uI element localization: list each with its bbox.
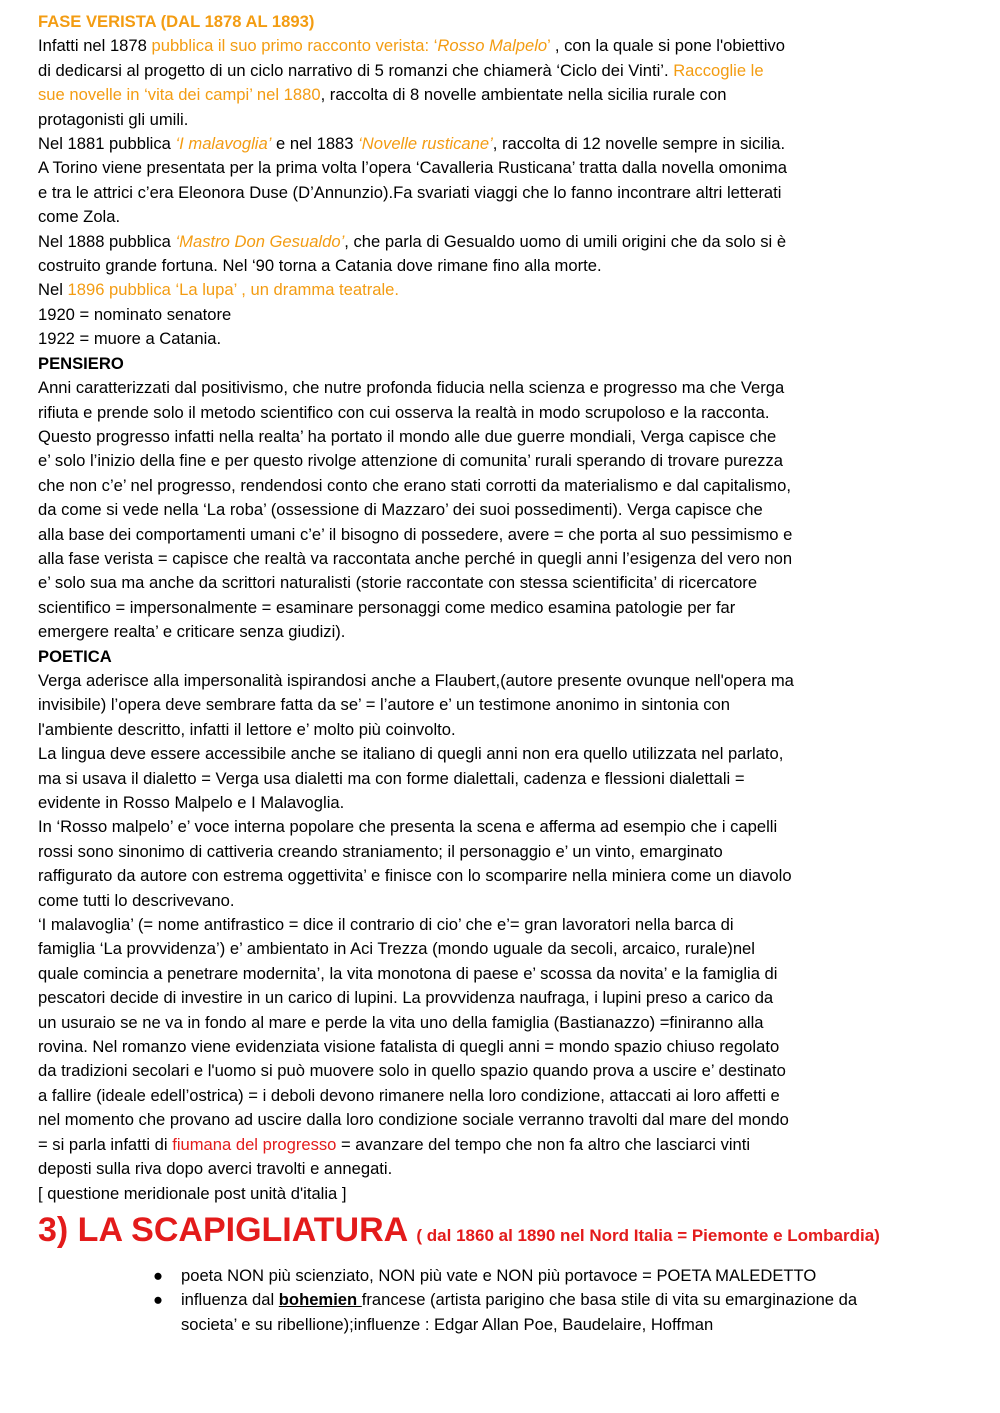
text-run: da tradizioni secolari e l'uomo si può muovere solo in quello spazio quando prova a uscire e’ destinato bbox=[38, 1061, 786, 1081]
text-line bbox=[38, 937, 958, 961]
text-line bbox=[38, 840, 958, 864]
text-line bbox=[38, 132, 958, 156]
text-line bbox=[38, 498, 958, 522]
text-run: costruito grande fortuna. Nel ‘90 torna a Catania dove rimane fino alla morte. bbox=[38, 256, 602, 276]
text-line bbox=[38, 59, 958, 83]
text-line bbox=[38, 864, 958, 888]
document-body bbox=[38, 10, 958, 1337]
text-line bbox=[38, 596, 958, 620]
text-run: ‘Mastro Don Gesualdo’ bbox=[175, 231, 345, 251]
text-run: di dedicarsi al progetto di un ciclo narrativo di 5 romanzi che chiamerà ‘Ciclo dei Vinti’. bbox=[38, 60, 674, 80]
text-run: ma si usava il dialetto = Verga usa dialetti ma con forme dialettali, cadenza e flessioni dialettali = bbox=[38, 768, 745, 788]
text-line bbox=[38, 742, 958, 766]
text-run: e nel 1883 bbox=[271, 134, 359, 154]
text-line bbox=[38, 230, 958, 254]
text-run: ‘I malavoglia’ bbox=[175, 134, 272, 154]
text-line bbox=[38, 815, 958, 839]
text-run: rifiuta e prende solo il metodo scientifico con cui osserva la realtà in modo scrupoloso e la racconta. bbox=[38, 402, 770, 422]
text-run: da come si vede nella ‘La roba’ (ossessione di Mazzaro’ dei suoi possedimenti). Verga capisce che bbox=[38, 500, 763, 520]
text-line bbox=[38, 205, 958, 229]
text-run: poeta NON più scienziato, NON più vate e NON più portavoce = POETA MALEDETTO bbox=[181, 1265, 817, 1285]
text-run: alla fase verista = capisce che realtà va raccontata anche perché in quegli anni l’esigenza del vero non bbox=[38, 548, 793, 568]
text-run: ‘I malavoglia’ (= nome antifrastico = dice il contrario di cio’ che e’= gran lavoratori nella barca di bbox=[38, 915, 734, 935]
text-line bbox=[38, 693, 958, 717]
bullet-line bbox=[181, 1288, 958, 1312]
text-run: rossi sono sinonimo di cattiveria creando straniamento; il personaggio e’ un vinto, emarginato bbox=[38, 841, 723, 861]
text-run: deposti sulla riva dopo averci travolti e annegati. bbox=[38, 1159, 393, 1179]
text-run: famiglia ‘La provvidenza’) e’ ambientato in Aci Trezza (mondo uguale da secoli, arcaico, rurale)nel bbox=[38, 939, 755, 959]
text-run: , con la quale si pone l'obiettivo bbox=[550, 36, 785, 56]
text-run: A Torino viene presentata per la prima volta l’opera ‘Cavalleria Rusticana’ tratta dalla novella omonima bbox=[38, 158, 787, 178]
text-line bbox=[38, 10, 958, 34]
text-line bbox=[38, 913, 958, 937]
text-line bbox=[38, 34, 958, 58]
text-run: bohemien bbox=[278, 1290, 362, 1310]
bullet-icon: ● bbox=[153, 1290, 164, 1310]
text-run: 1920 = nominato senatore bbox=[38, 304, 232, 324]
text-line bbox=[38, 889, 958, 913]
text-line bbox=[38, 352, 958, 376]
text-run: scientifico = impersonalmente = esaminare personaggi come medico esamina patologie per far bbox=[38, 597, 736, 617]
text-line bbox=[38, 1011, 958, 1035]
text-line bbox=[38, 1059, 958, 1083]
text-run: a fallire (ideale edell’ostrica) = i deboli devono rimanere nella loro condizione, attaccati ai loro affetti e bbox=[38, 1085, 780, 1105]
text-run: 1896 pubblica ‘La lupa’ , un dramma teatrale. bbox=[67, 280, 399, 300]
text-line bbox=[38, 254, 958, 278]
bullet-item bbox=[153, 1264, 958, 1288]
text-run: e’ solo l’inizio della fine e per questo rivolge attenzione di comunita’ rurali sperando di trovare purezza bbox=[38, 451, 783, 471]
text-line bbox=[38, 278, 958, 302]
text-run: invisibile) l’opera deve sembrare fatta da se’ = l’autore e’ un testimone anonimo in sintonia con bbox=[38, 695, 730, 715]
text-run: francese (artista parigino che basa stile di vita su emarginazione da bbox=[361, 1290, 858, 1310]
text-run: Infatti nel 1878 bbox=[38, 36, 152, 56]
text-line bbox=[38, 156, 958, 180]
text-run: = avanzare del tempo che non fa altro che lasciarci vinti bbox=[336, 1134, 751, 1154]
text-run: Anni caratterizzati dal positivismo, che nutre profonda fiducia nella scienza e progresso ma che Verga bbox=[38, 378, 785, 398]
text-run: FASE VERISTA (DAL 1878 AL 1893) bbox=[38, 12, 315, 31]
text-line bbox=[38, 767, 958, 791]
text-line bbox=[38, 449, 958, 473]
paragraph-block bbox=[38, 10, 958, 1206]
text-line bbox=[38, 571, 958, 595]
text-run: Nel 1888 pubblica bbox=[38, 231, 176, 251]
text-run: La lingua deve essere accessibile anche se italiano di quegli anni non era quello utilizzata nel parlato, bbox=[38, 744, 784, 764]
text-run: emergere realta’ e criticare senza giudizi). bbox=[38, 622, 346, 642]
text-run: PENSIERO bbox=[38, 353, 124, 373]
text-run: = si parla infatti di bbox=[38, 1134, 173, 1154]
text-line bbox=[38, 327, 958, 351]
text-run: e’ solo sua ma anche da scrittori naturalisti (storie raccontate con stessa scientificita’ di ricercatore bbox=[38, 573, 758, 593]
text-run: ‘Novelle rusticane’ bbox=[358, 134, 493, 154]
text-line bbox=[38, 523, 958, 547]
text-line bbox=[38, 986, 958, 1010]
text-run: Questo progresso infatti nella realta’ ha portato il mondo alle due guerre mondiali, Verga capisce che bbox=[38, 426, 777, 446]
text-run: 1922 = muore a Catania. bbox=[38, 329, 222, 349]
text-run: POETICA bbox=[38, 646, 112, 666]
text-line bbox=[38, 791, 958, 815]
bullet-list bbox=[38, 1264, 958, 1337]
text-line bbox=[38, 669, 958, 693]
text-run: , raccolta di 8 novelle ambientate nella sicilia rurale con bbox=[320, 85, 727, 105]
bullet-item bbox=[153, 1288, 958, 1337]
text-run: quale comincia a penetrare modernita’, la vita monotona di paese e’ scossa da novita’ e la famiglia di bbox=[38, 963, 778, 983]
text-line bbox=[38, 425, 958, 449]
text-run: Verga aderisce alla impersonalità ispirandosi anche a Flaubert,(autore presente ovunque nell'opera ma bbox=[38, 670, 794, 690]
text-run: , che parla di Gesualdo uomo di umili origini che da solo si è bbox=[344, 231, 787, 251]
text-run: Nel 1881 pubblica bbox=[38, 134, 176, 154]
text-line bbox=[38, 620, 958, 644]
text-run: un usuraio se ne va in fondo al mare e perde la vita uno della famiglia (Bastianazzo) =finiranno alla bbox=[38, 1012, 764, 1032]
text-run: che non c’e’ nel progresso, rendendosi conto che erano stati corrotti da materialismo e dal capitalismo, bbox=[38, 475, 791, 495]
text-run: e tra le attrici c’era Eleonora Duse (D’Annunzio).Fa svariati viaggi che lo fanno incontrare altri letterati bbox=[38, 182, 782, 202]
text-run: In ‘Rosso malpelo’ e’ voce interna popolare che presenta la scena e afferma ad esempio che i capelli bbox=[38, 817, 778, 837]
section-title: 3) LA SCAPIGLIATURA bbox=[38, 1210, 407, 1249]
text-line bbox=[38, 181, 958, 205]
text-run: societa’ e su ribellione);influenze : Edgar Allan Poe, Baudelaire, Hoffman bbox=[181, 1314, 714, 1334]
text-run: nel momento che provano ad uscire dalla loro condizione sociale verranno travolti dal mare del mondo bbox=[38, 1110, 789, 1130]
bullet-icon: ● bbox=[153, 1265, 164, 1285]
text-line bbox=[38, 645, 958, 669]
text-line bbox=[38, 718, 958, 742]
text-line bbox=[38, 376, 958, 400]
text-run: , raccolta di 12 novelle sempre in sicilia. bbox=[492, 134, 786, 154]
text-run: protagonisti gli umili. bbox=[38, 109, 189, 129]
text-run: Nel bbox=[38, 280, 68, 300]
text-run: sue novelle in ‘vita dei campi’ nel 1880 bbox=[38, 85, 321, 105]
text-run: influenza dal bbox=[181, 1290, 279, 1310]
text-run: fiumana del progresso bbox=[172, 1134, 337, 1154]
text-line bbox=[38, 1157, 958, 1181]
text-line bbox=[38, 1182, 958, 1206]
text-run: come Zola. bbox=[38, 207, 121, 227]
text-line bbox=[38, 1108, 958, 1132]
text-run: evidente in Rosso Malpelo e I Malavoglia. bbox=[38, 793, 345, 812]
text-run: rovina. Nel romanzo viene evidenziata visione fatalista di quegli anni = mondo spazio chiuso regolato bbox=[38, 1037, 780, 1057]
text-line bbox=[38, 474, 958, 498]
text-line bbox=[38, 962, 958, 986]
text-run: come tutti lo descrivevano. bbox=[38, 890, 235, 910]
text-line bbox=[38, 1035, 958, 1059]
text-line bbox=[38, 1084, 958, 1108]
text-line bbox=[38, 83, 958, 107]
text-run: ’ bbox=[547, 36, 551, 56]
text-line bbox=[38, 547, 958, 571]
text-run: l'ambiente descritto, infatti il lettore e’ molto più coinvolto. bbox=[38, 719, 456, 739]
text-run: pubblica il suo primo racconto verista: ‘ bbox=[151, 36, 438, 56]
text-run: [ questione meridionale post unità d'italia ] bbox=[38, 1183, 347, 1203]
text-run: Rosso Malpelo bbox=[437, 36, 548, 56]
section-subtitle: ( dal 1860 al 1890 nel Nord Italia = Piemonte e Lombardia) bbox=[416, 1225, 880, 1245]
bullet-line bbox=[181, 1264, 958, 1288]
text-line bbox=[38, 108, 958, 132]
section-heading bbox=[38, 1210, 958, 1256]
text-run: alla base dei comportamenti umani c’e’ il bisogno di possedere, avere = che porta al suo pessimismo e bbox=[38, 524, 793, 544]
text-line bbox=[38, 1133, 958, 1157]
text-run: Raccoglie le bbox=[673, 60, 764, 80]
bullet-line bbox=[181, 1313, 958, 1337]
text-run: pescatori decide di investire in un carico di lupini. La provvidenza naufraga, i lupini preso a carico da bbox=[38, 988, 774, 1008]
text-line bbox=[38, 401, 958, 425]
text-line bbox=[38, 303, 958, 327]
text-run: raffigurato da autore con estrema oggettivita’ e finisce con lo scomparire nella miniera come un diavolo bbox=[38, 866, 792, 886]
